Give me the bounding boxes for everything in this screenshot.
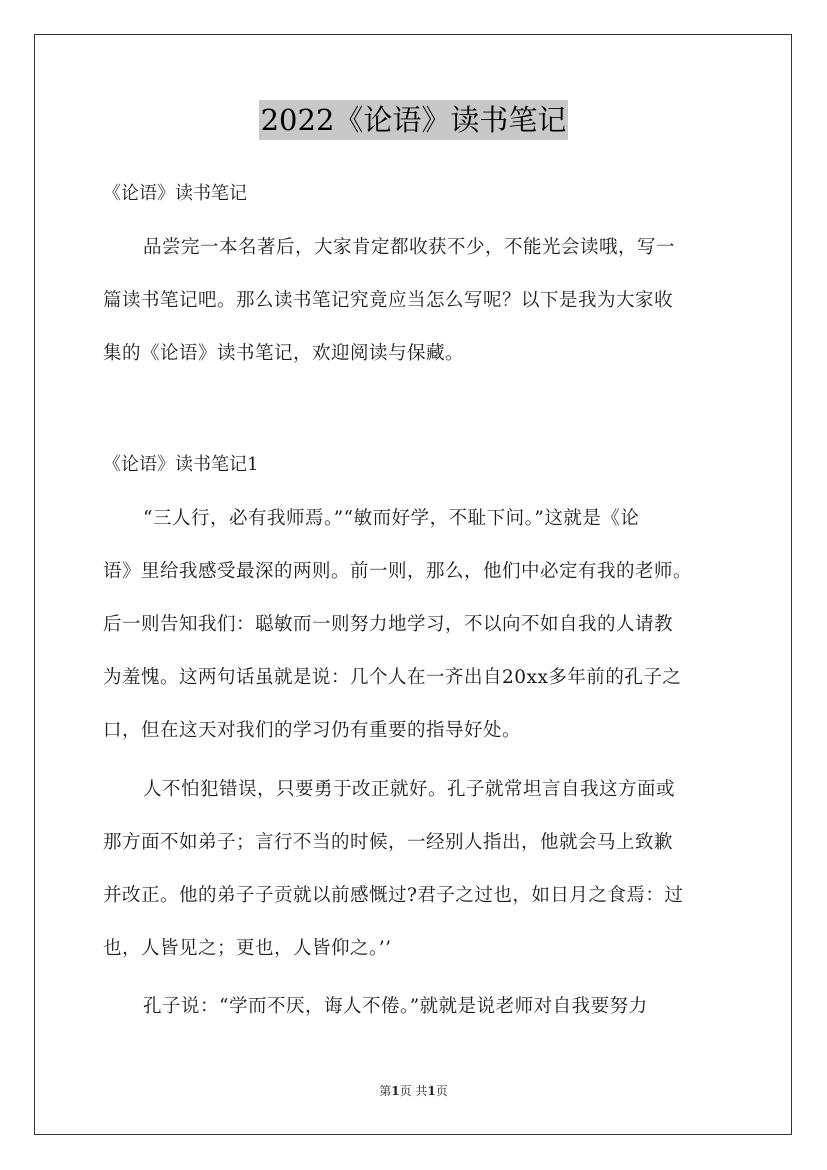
paragraph-line: 人不怕犯错误，只要勇于改正就好。孔子就常坦言自我这方面或: [143, 779, 676, 800]
footer-prefix: 第: [379, 1084, 392, 1098]
paragraph-line: 孔子说：“学而不厌，诲人不倦。”就就是说老师对自我要努力: [143, 996, 648, 1017]
note1-paragraph-1: [103, 492, 733, 757]
paragraph-line: 集的《论语》读书笔记，欢迎阅读与保藏。: [103, 343, 465, 364]
footer-current-page: 1: [391, 1084, 400, 1098]
title-container: [0, 100, 827, 140]
page-footer: [0, 1083, 827, 1099]
paragraph-line: 并改正。他的弟子子贡就以前感慨过?君子之过也，如日月之食焉：过: [103, 885, 684, 906]
paragraph-line: 后一则告知我们：聪敏而一则努力地学习，不以向不如自我的人请教: [103, 614, 674, 635]
footer-total-pages: 1: [427, 1084, 436, 1098]
paragraph-line: 品尝完一本名著后，大家肯定都收获不少，不能光会读哦，写一: [143, 237, 676, 258]
paragraph-line: 篇读书笔记吧。那么读书笔记究竟应当怎么写呢？以下是我为大家收: [103, 290, 674, 311]
footer-suffix: 页: [435, 1084, 448, 1098]
document-title: 2022《论语》读书笔记: [259, 100, 569, 140]
footer-mid: 页 共: [399, 1084, 428, 1098]
paragraph-line: 那方面不如弟子；言行不当的时候，一经别人指出，他就会马上致歉: [103, 832, 674, 853]
note1-paragraph-2: [103, 763, 733, 975]
paragraph-line: 语》里给我感受最深的两则。前一则，那么，他们中必定有我的老师。: [103, 561, 693, 582]
paragraph-line: 口，但在这天对我们的学习仍有重要的指导好处。: [103, 720, 522, 741]
note1-heading: 《论语》读书笔记1: [103, 454, 259, 475]
paragraph-line: 也，人皆见之；更也，人皆仰之。’’: [103, 938, 392, 959]
paragraph-line: “三人行，必有我师焉。”“敏而好学，不耻下问。”这就是《论: [143, 508, 640, 529]
section-heading: 《论语》读书笔记: [103, 183, 247, 204]
paragraph-line: 为羞愧。这两句话虽就是说：几个人在一齐出自20xx多年前的孔子之: [103, 667, 682, 688]
intro-paragraph: [103, 221, 733, 380]
note1-paragraph-3: [103, 980, 733, 1033]
